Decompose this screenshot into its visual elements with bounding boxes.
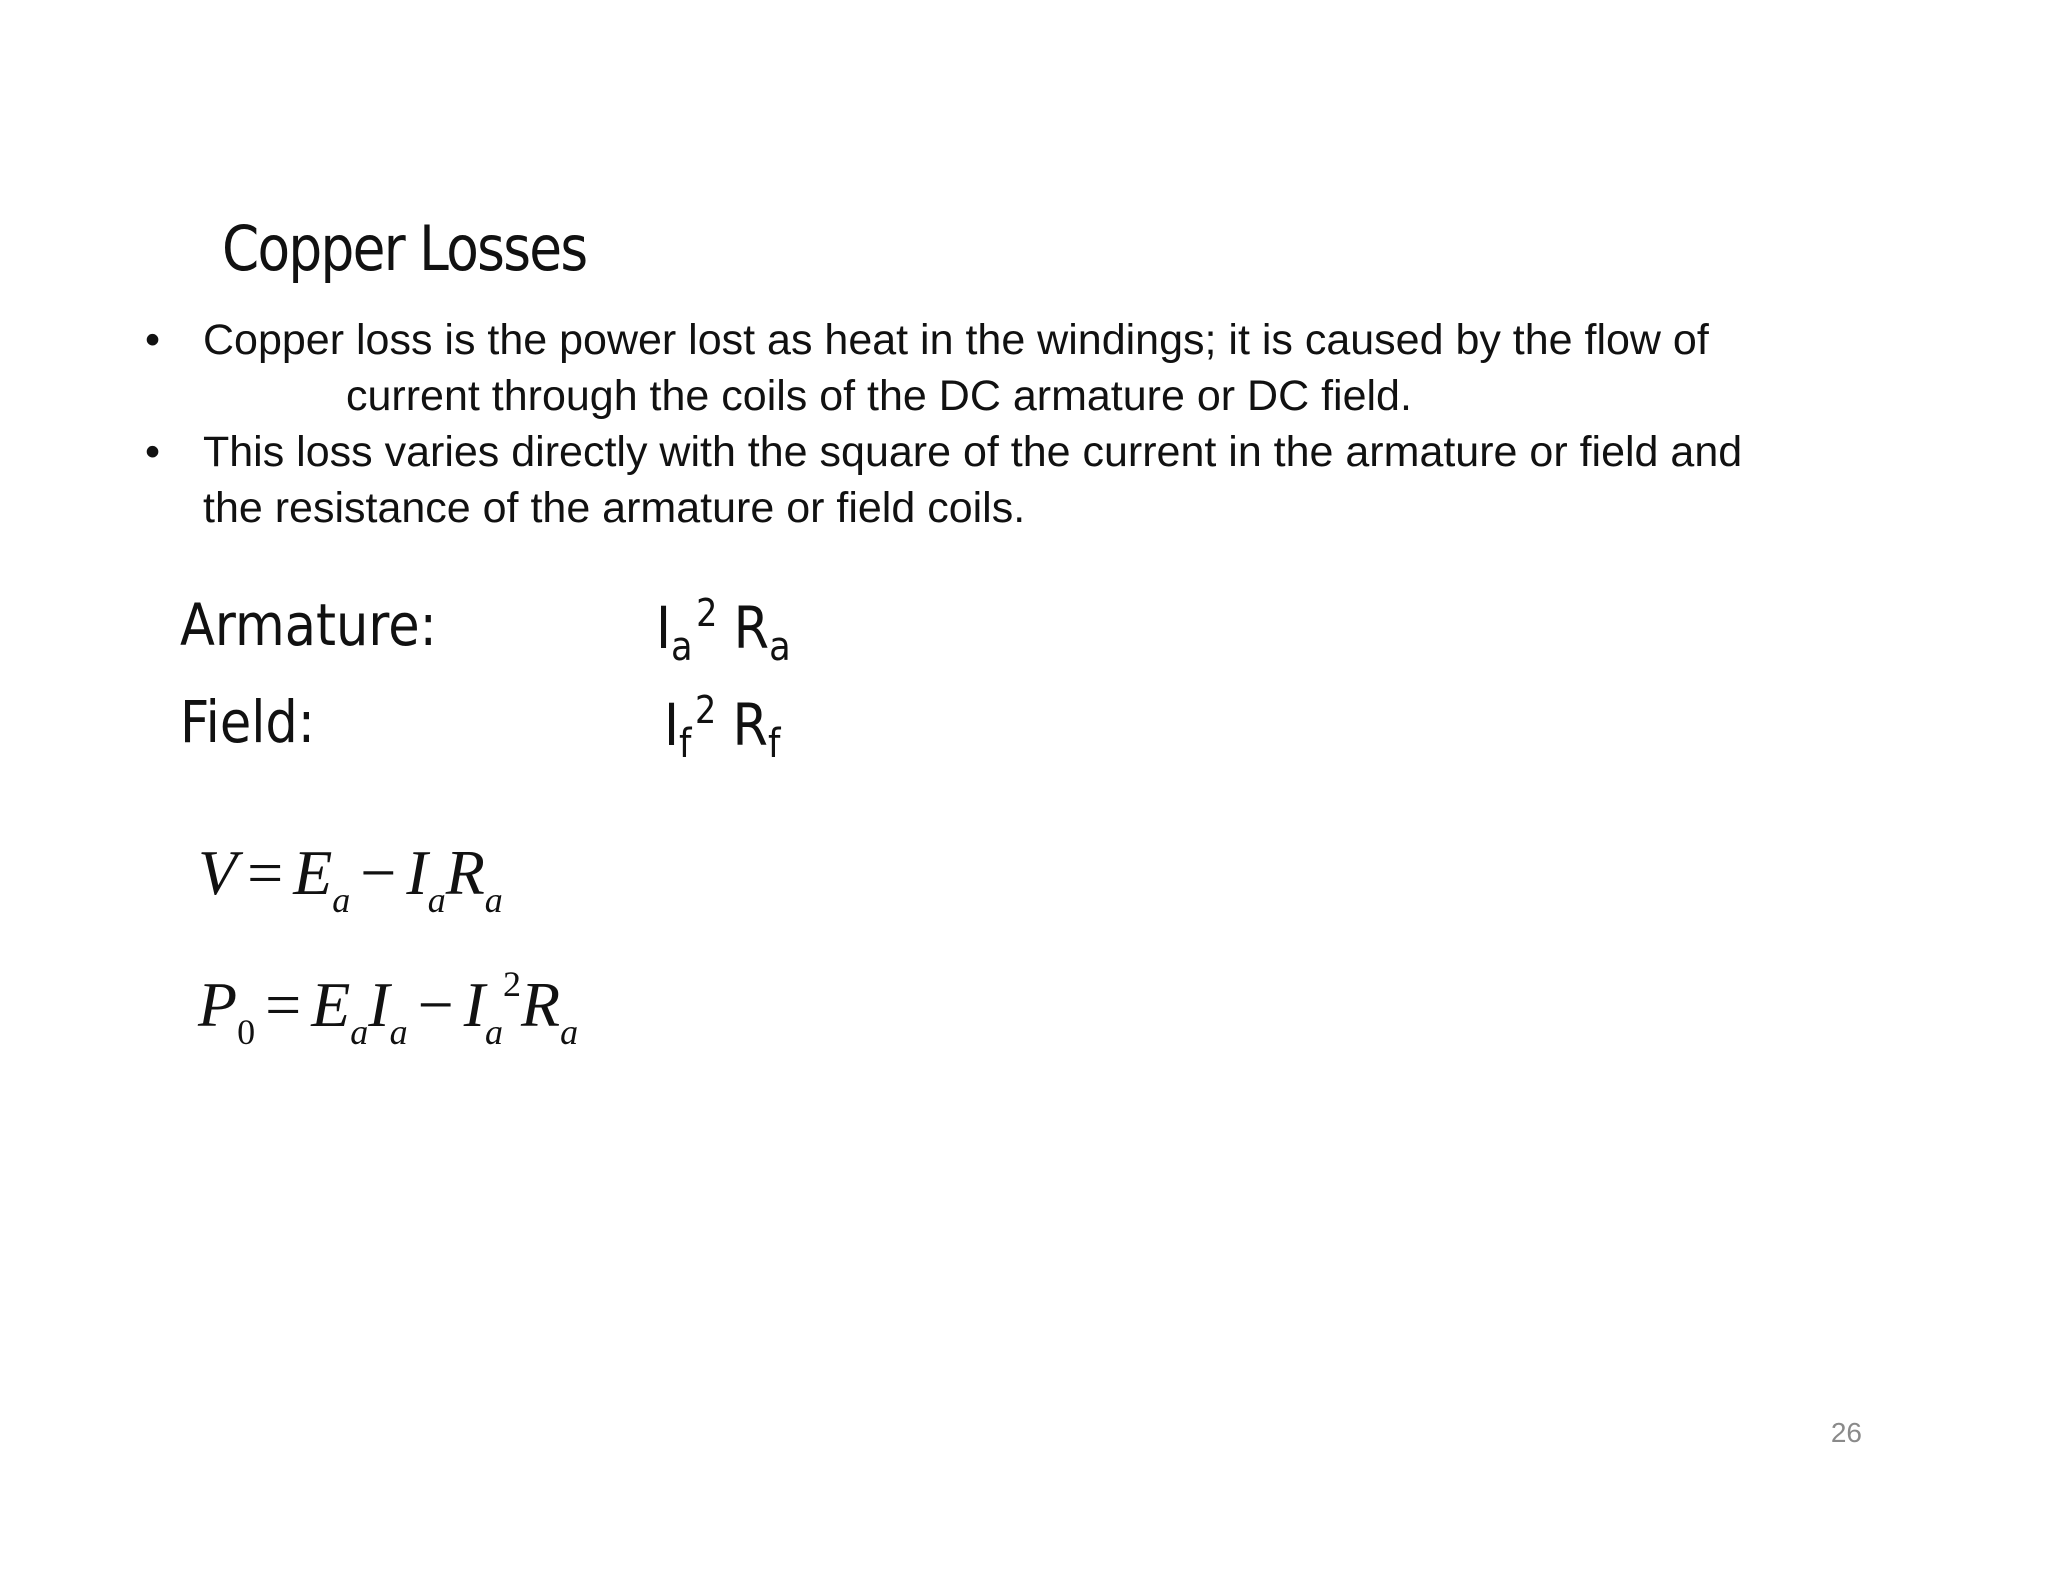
field-loss-formula xyxy=(664,688,780,768)
power-exponent: 2 xyxy=(694,688,717,732)
resistance-symbol: R xyxy=(733,594,770,662)
eq-symbol: E xyxy=(293,837,333,908)
slide-title: Copper Losses xyxy=(222,212,587,285)
bullet-item xyxy=(145,312,1905,424)
eq-symbol: E xyxy=(311,969,351,1040)
eq-subscript: a xyxy=(485,1012,503,1052)
eq-symbol: I xyxy=(406,837,428,908)
eq-superscript: 2 xyxy=(503,964,521,1004)
eq-subscript: a xyxy=(484,880,503,920)
bullet-item xyxy=(145,424,1905,536)
eq-subscript: a xyxy=(560,1012,579,1052)
bullet-text-line: current through the coils of the DC armature or DC field. xyxy=(346,372,1412,420)
power-exponent: 2 xyxy=(696,591,718,635)
eq-operator: = xyxy=(247,837,284,908)
eq-symbol: R xyxy=(521,969,561,1040)
eq-subscript: a xyxy=(389,1012,408,1052)
eq-operator: = xyxy=(265,969,302,1040)
current-subscript: f xyxy=(679,721,692,767)
current-symbol: I xyxy=(656,594,672,662)
bullet-text-line: Copper loss is the power lost as heat in the windings; it is caused by the flow of xyxy=(203,316,1709,364)
eq-symbol: V xyxy=(198,837,238,908)
eq-symbol: R xyxy=(445,837,485,908)
bullet-list xyxy=(145,312,1905,536)
bullet-marker: • xyxy=(145,428,161,476)
armature-label: Armature: xyxy=(180,591,437,659)
current-subscript: a xyxy=(671,624,693,670)
eq-subscript: a xyxy=(332,880,351,920)
page-number: 26 xyxy=(1830,1417,1862,1448)
armature-loss-formula xyxy=(656,591,791,671)
field-label: Field: xyxy=(180,688,316,756)
resistance-subscript: f xyxy=(767,721,781,767)
bullet-marker: • xyxy=(145,316,161,364)
eq-subscript: a xyxy=(427,880,446,920)
current-symbol: I xyxy=(664,691,680,759)
eq-symbol: P xyxy=(198,969,238,1040)
resistance-subscript: a xyxy=(769,624,791,670)
bullet-text-line: the resistance of the armature or field coils. xyxy=(203,484,1026,532)
eq-subscript: a xyxy=(350,1012,369,1052)
eq-symbol: I xyxy=(463,969,485,1040)
resistance-symbol: R xyxy=(732,691,768,759)
terminal-voltage-equation xyxy=(198,835,503,922)
eq-subscript: 0 xyxy=(237,1012,256,1052)
eq-operator: − xyxy=(360,837,397,908)
eq-symbol: I xyxy=(368,969,390,1040)
bullet-text-line: This loss varies directly with the square of the current in the armature or field and xyxy=(203,428,1743,476)
eq-operator: − xyxy=(417,969,454,1040)
output-power-equation xyxy=(198,963,578,1054)
